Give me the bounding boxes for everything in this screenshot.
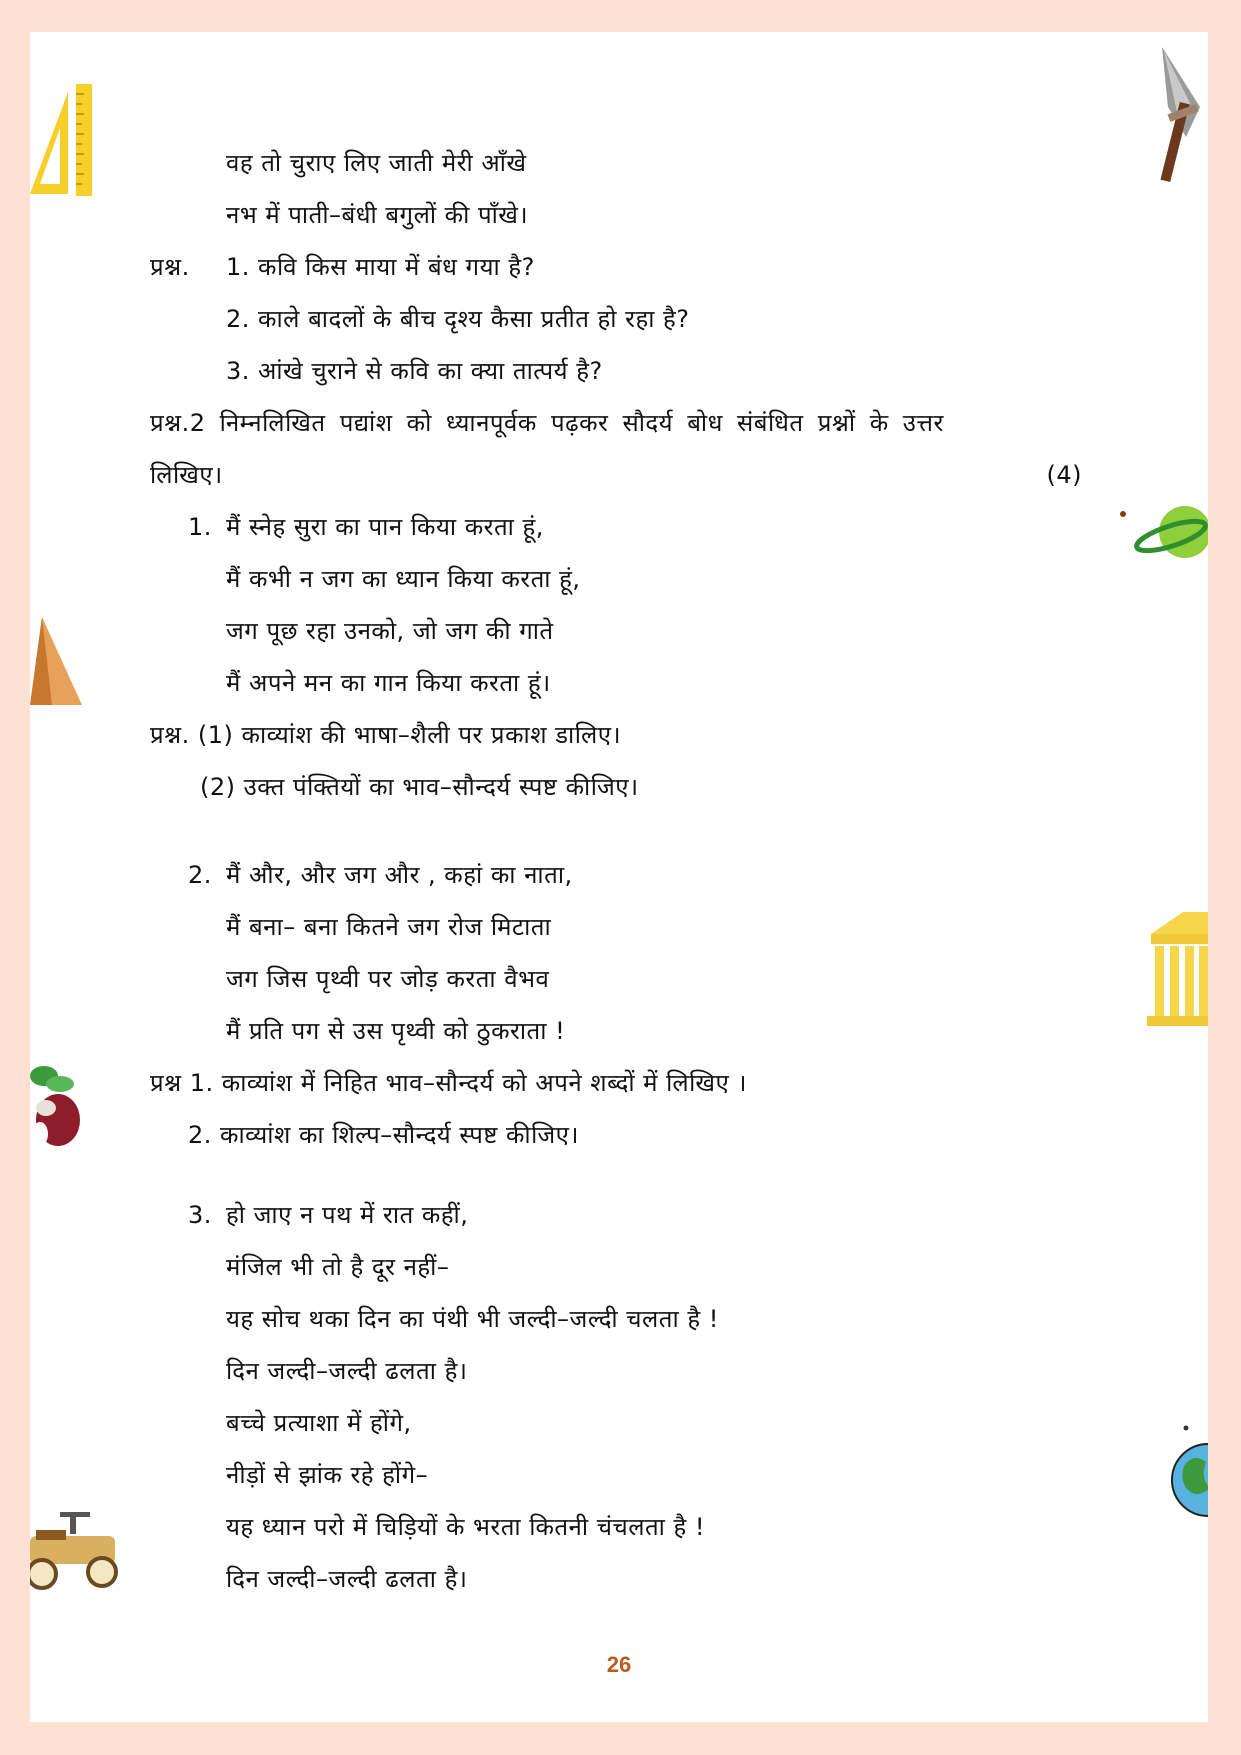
- poem3-line-2: मंजिल भी तो है दूर नहीं–: [226, 1253, 450, 1281]
- poem1-line-3: जग पूछ रहा उनको, जो जग की गाते: [226, 617, 554, 645]
- planet-saturn-icon: [1113, 502, 1208, 572]
- q2-marks: (4): [1046, 461, 1082, 489]
- q1-item-2: 2. काले बादलों के बीच दृश्य कैसा प्रतीत हो रहा है?: [226, 305, 690, 333]
- poem3-line-8: दिन जल्दी–जल्दी ढलता है।: [226, 1565, 468, 1593]
- poem1-number: 1.: [188, 513, 212, 541]
- q1-item-3: 3. आंखे चुराने से कवि का क्या तात्पर्य है?: [226, 357, 603, 385]
- document-page: [30, 32, 1208, 1722]
- poem3-line-1: हो जाए न पथ में रात कहीं,: [226, 1201, 469, 1229]
- poem2-line-2: मैं बना– बना कितने जग रोज मिटाता: [226, 913, 552, 941]
- globe-icon: [1170, 1422, 1208, 1517]
- stanza1-line-1: वह तो चुराए लिए जाती मेरी आँखे: [226, 149, 527, 177]
- poem2-question-1: प्रश्न 1. काव्यांश में निहित भाव–सौन्दर्य को अपने शब्दों में लिखिए ।: [150, 1069, 747, 1097]
- poem3-line-4: दिन जल्दी–जल्दी ढलता है।: [226, 1357, 468, 1385]
- poem3-line-7: यह ध्यान परो में चिड़ियों के भरता कितनी चंचलता है !: [226, 1513, 705, 1541]
- poem1-line-2: मैं कभी न जग का ध्यान किया करता हूं,: [226, 565, 581, 593]
- poem1-question-1: प्रश्न. (1) काव्यांश की भाषा–शैली पर प्रकाश डालिए।: [150, 721, 622, 749]
- poem3-line-3: यह सोच थका दिन का पंथी भी जल्दी–जल्दी चलता है !: [226, 1305, 719, 1333]
- poem2-question-2: 2. काव्यांश का शिल्प–सौन्दर्य स्पष्ट कीजिए।: [188, 1121, 580, 1149]
- page-number: 26: [606, 1652, 632, 1677]
- greek-temple-icon: [1143, 912, 1208, 1027]
- poem1-line-4: मैं अपने मन का गान किया करता हूं।: [226, 669, 551, 697]
- stone-axe-icon: [1150, 47, 1208, 182]
- poem1-question-2: (2) उक्त पंक्तियों का भाव–सौन्दर्य स्पष्ट कीजिए।: [200, 773, 639, 801]
- poem3-line-6: नीड़ों से झांक रहे होंगे–: [226, 1461, 429, 1489]
- ruler-triangle-icon: [30, 84, 102, 196]
- q1-label: प्रश्न.: [150, 253, 190, 281]
- antique-car-icon: [30, 1502, 125, 1592]
- q2-heading-line-1: प्रश्न.2 निम्नलिखित पद्यांश को ध्यानपूर्वक पढ़कर सौदर्य बोध संबंधित प्रश्नों के उत्तर: [150, 409, 944, 437]
- poem1-line-1: मैं स्नेह सुरा का पान किया करता हूं,: [226, 513, 544, 541]
- poem2-line-3: जग जिस पृथ्वी पर जोड़ करता वैभव: [226, 965, 550, 993]
- poem3-number: 3.: [188, 1201, 212, 1229]
- q1-item-1: 1. कवि किस माया में बंध गया है?: [226, 253, 535, 281]
- poem2-line-1: मैं और, और जग और , कहां का नाता,: [226, 861, 573, 889]
- poem2-line-4: मैं प्रति पग से उस पृथ्वी को ठुकराता !: [226, 1017, 566, 1045]
- pyramid-icon: [30, 617, 85, 707]
- poem3-line-5: बच्चे प्रत्याशा में होंगे,: [226, 1409, 412, 1437]
- stanza1-line-2: नभ में पाती–बंधी बगुलों की पाँखे।: [226, 201, 529, 229]
- fruit-icon: [30, 1062, 85, 1162]
- poem2-number: 2.: [188, 861, 212, 889]
- q2-heading-line-2: लिखिए।: [150, 461, 223, 489]
